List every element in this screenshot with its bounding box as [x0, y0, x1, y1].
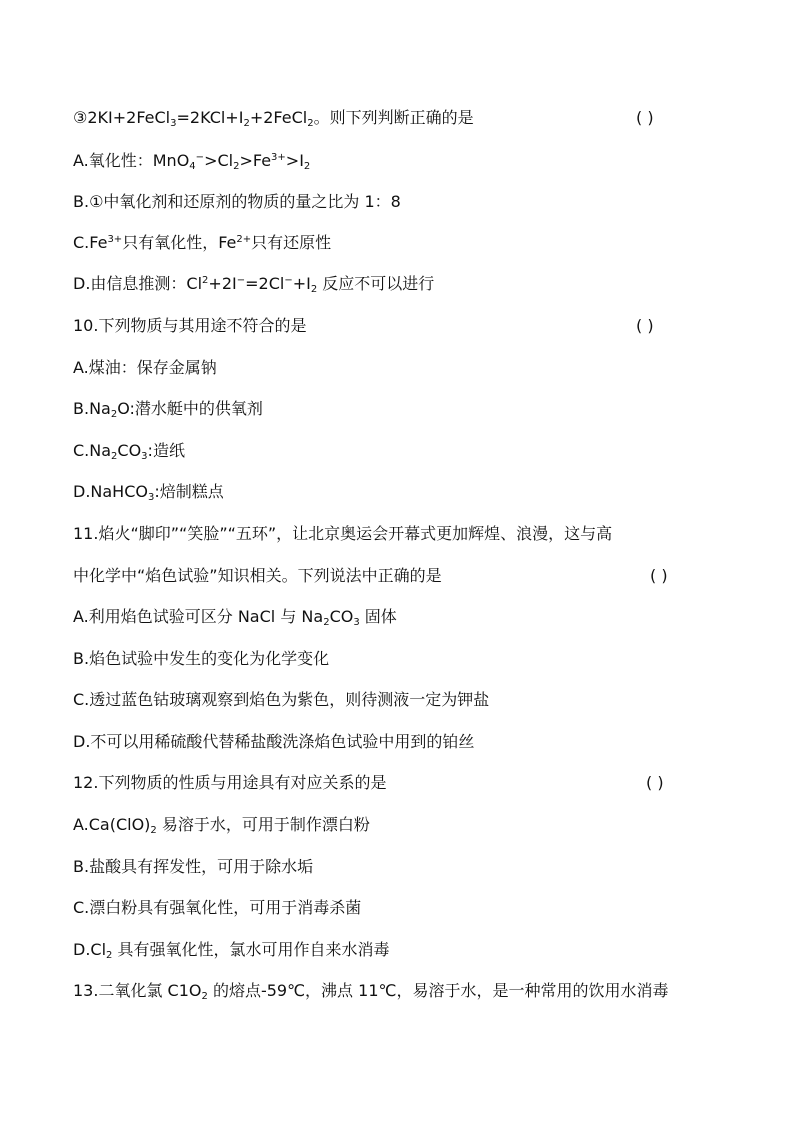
subscript: 2 [303, 161, 311, 172]
text: 具有强氧化性，氯水可用作自来水消毒 [112, 940, 390, 959]
text: ③2KI+2FeCl [73, 108, 171, 127]
subscript: 2 [307, 118, 314, 129]
q10-stem: 10.下列物质与其用途不符合的是 [73, 316, 307, 335]
text: D.由信息推测：Cl [73, 274, 203, 293]
text: A.利用焰色试验可区分 NaCl 与 Na [73, 607, 324, 626]
text: A.氧化性：MnO [73, 151, 190, 170]
subscript: 4 [189, 161, 196, 172]
superscript: 2 [202, 275, 209, 286]
text: +2FeCl [249, 108, 308, 127]
q13-stem [73, 980, 668, 1002]
q11-option-a [73, 606, 397, 628]
q11-option-b: B.焰色试验中发生的变化为化学变化 [73, 649, 330, 668]
answer-bracket-q11: ( ) [650, 566, 668, 585]
text: D.NaHCO [73, 482, 148, 501]
text: +2I [208, 274, 237, 293]
subscript: 2 [201, 991, 208, 1002]
answer-bracket-q12: ( ) [646, 773, 664, 792]
text: :造纸 [147, 441, 185, 460]
q12-option-b: B.盐酸具有挥发性，可用于除水垢 [73, 857, 314, 876]
text: 。则下列判断正确的是 [313, 108, 474, 127]
superscript: − [236, 275, 246, 286]
text: 13.二氧化氯 C1O [73, 981, 202, 1000]
q11-option-d: D.不可以用稀硫酸代替稀盐酸洗涤焰色试验中用到的铂丝 [73, 732, 475, 751]
text: >Fe [239, 151, 272, 170]
q11-stem-line-2: 中化学中“焰色试验”知识相关。下列说法中正确的是 [73, 566, 442, 585]
text: 易溶于水，可用于制作漂白粉 [156, 815, 370, 834]
q12-option-a [73, 814, 370, 836]
answer-bracket-q9: ( ) [636, 108, 654, 127]
text: 只有氧化性，Fe [122, 233, 237, 252]
q10-option-b [73, 398, 263, 420]
text: 的熔点-59℃，沸点 11℃，易溶于水，是一种常用的饮用水消毒 [207, 981, 669, 1000]
text: A.Ca(ClO) [73, 815, 151, 834]
subscript: 2 [110, 409, 118, 420]
text: O:潜水艇中的供氧剂 [117, 399, 263, 418]
subscript: 2 [150, 825, 157, 836]
subscript: 3 [141, 451, 148, 462]
subscript: 2 [243, 118, 250, 129]
answer-bracket-q10: ( ) [636, 316, 654, 335]
text: C.Na [73, 441, 112, 460]
subscript: 2 [111, 451, 118, 462]
q9-option-a [73, 150, 310, 172]
text: D.Cl [73, 940, 107, 959]
q11-stem-line-1: 11.焰火“脚印”“笑脸”“五环”，让北京奥运会开幕式更加辉煌、浪漫，这与高 [73, 524, 613, 543]
q12-stem: 12.下列物质的性质与用途具有对应关系的是 [73, 773, 387, 792]
text: =2Cl [245, 274, 285, 293]
text: 固体 [359, 607, 397, 626]
text: >I [285, 151, 304, 170]
subscript: 2 [233, 161, 240, 172]
q9-option-b: B.①中氧化剂和还原剂的物质的量之比为 1：8 [73, 192, 401, 211]
text: 只有还原性 [251, 233, 332, 252]
superscript: 3+ [271, 152, 286, 163]
superscript: 3+ [107, 234, 123, 245]
q10-option-a: A.煤油：保存金属钠 [73, 358, 217, 377]
superscript: 2+ [236, 234, 252, 245]
text: CO [329, 607, 354, 626]
subscript: 3 [170, 118, 177, 129]
subscript: 2 [106, 950, 113, 961]
subscript: 2 [310, 284, 318, 295]
text: :焙制糕点 [154, 482, 224, 501]
text: C.Fe [73, 233, 108, 252]
text: >Cl [204, 151, 234, 170]
text: =2KCl+I [176, 108, 244, 127]
text: B.Na [73, 399, 111, 418]
text: 反应不可以进行 [317, 274, 435, 293]
q10-option-c [73, 440, 185, 462]
q12-option-d [73, 939, 390, 961]
q10-option-d [73, 481, 224, 503]
text: CO [117, 441, 142, 460]
subscript: 3 [147, 492, 155, 503]
superscript: − [195, 152, 205, 163]
subscript: 2 [323, 617, 330, 628]
text: +I [292, 274, 311, 293]
superscript: − [284, 275, 293, 286]
q9-option-d [73, 273, 434, 295]
q12-option-c: C.漂白粉具有强氧化性，可用于消毒杀菌 [73, 898, 362, 917]
q9-option-c [73, 232, 331, 254]
q9-equation-line [73, 107, 474, 129]
q11-option-c: C.透过蓝色钴玻璃观察到焰色为紫色，则待测液一定为钾盐 [73, 690, 490, 709]
subscript: 3 [353, 617, 360, 628]
